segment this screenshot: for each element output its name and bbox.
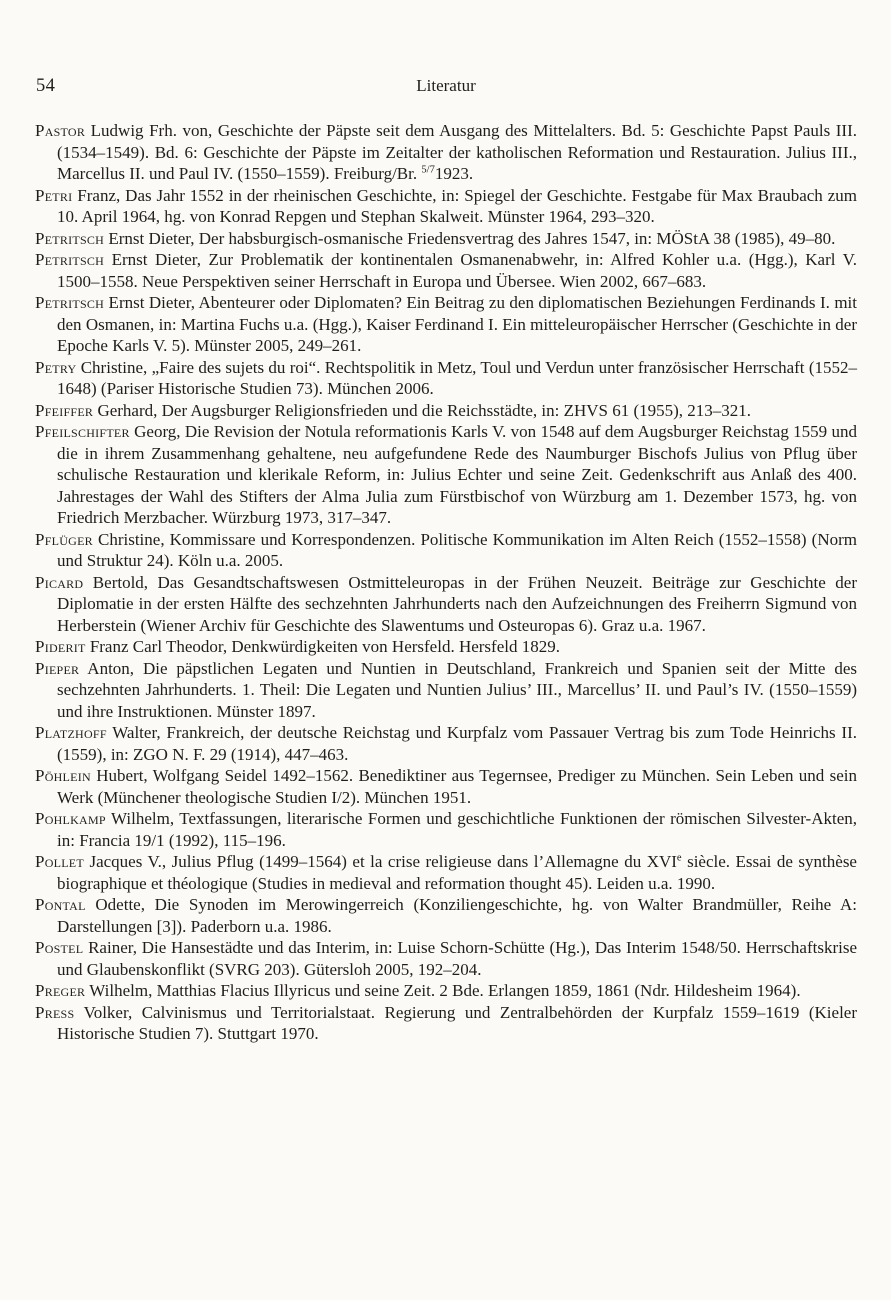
entry-text: Anton, Die päpstlichen Legaten und Nuntien in Deutschland, Frankreich und Spanien seit der Mitte des sechzehnten Jahrhunderts. 1. Theil: Die Legaten und Nuntien Julius’ III., Marcellus’ II. und Paul’s IV. (1550–1559) und ihre Instruktionen. Münster 1897. [57, 658, 857, 721]
running-header: Literatur [416, 76, 476, 95]
bibliography-entry [35, 765, 857, 808]
bibliography-entry [35, 636, 857, 658]
author-name: Petry [35, 357, 77, 377]
bibliography-entry [35, 1002, 857, 1045]
entry-text: Franz, Das Jahr 1552 in der rheinischen Geschichte, in: Spiegel der Geschichte. Festgabe für Max Braubach zum 10. April 1964, hg. von Konrad Repgen und Stephan Skalweit. Münster 1964, 293–320. [57, 185, 857, 226]
bibliography-entry [35, 894, 857, 937]
author-name: Petri [35, 185, 73, 205]
bibliography-list [35, 120, 857, 1045]
entry-text: Rainer, Die Hansestädte und das Interim, in: Luise Schorn-Schütte (Hg.), Das Interim 1548/50. Herrschaftskrise und Glaubenskonflikt (SVRG 203). Gütersloh 2005, 192–204. [57, 938, 857, 979]
bibliography-entry [35, 808, 857, 851]
entry-text: Georg, Die Revision der Notula reformationis Karls V. von 1548 auf dem Augsburger Reichstag 1559 und die in ihrem Zusammenhang gehaltene, neu aufgefundene Rede des Naumburger Bischofs Julius von Pflug über schulische Restauration und klerikale Reform, in: Julius Echter und seine Zeit. Gedenkschrift aus Anlaß des 400. Jahrestages der Wahl des Stifters der Alma Julia zum Fürstbischof von Würzburg am 1. Dezember 1573, hg. von Friedrich Merzbacher. Würzburg 1973, 317–347. [57, 422, 857, 527]
bibliography-entry [35, 357, 857, 400]
bibliography-entry [35, 249, 857, 292]
bibliography-entry [35, 120, 857, 185]
author-name: Pontal [35, 895, 86, 914]
bibliography-entry [35, 722, 857, 765]
entry-text: Wilhelm, Matthias Flacius Illyricus und seine Zeit. 2 Bde. Erlangen 1859, 1861 (Ndr. Hildesheim 1964). [85, 981, 801, 1000]
bibliography-entry [35, 228, 857, 250]
entry-text: Gerhard, Der Augsburger Religionsfrieden und die Reichsstädte, in: ZHVS 61 (1955), 213–321. [93, 400, 752, 420]
author-name: Preger [35, 981, 86, 1000]
entry-text: Franz Carl Theodor, Denkwürdigkeiten von Hersfeld. Hersfeld 1829. [85, 637, 560, 656]
superscript-text: 5/7 [421, 164, 435, 176]
page-number: 54 [36, 76, 56, 96]
author-name: Pollet [35, 852, 84, 871]
entry-text: Ludwig Frh. von, Geschichte der Päpste seit dem Ausgang des Mittelalters. Bd. 5: Geschichte Papst Pauls III. (1534–1549). Bd. 6: Geschichte der Päpste im Zeitalter der katholischen Reformation und Restauration. Julius III., Marcellus II. und Paul IV. (1550–1559). Freiburg/Br. [57, 121, 857, 183]
author-name: Press [35, 1002, 75, 1022]
author-name: Pohlkamp [35, 809, 106, 828]
bibliography-entry [35, 292, 857, 357]
entry-text: 1923. [434, 164, 474, 183]
entry-text: Christine, „Faire des sujets du roi“. Rechtspolitik in Metz, Toul und Verdun unter französischer Herrschaft (1552–1648) (Pariser Historische Studien 73). München 2006. [57, 357, 857, 398]
bibliography-entry [35, 937, 857, 980]
bibliography-entry [35, 421, 857, 529]
author-name: Postel [35, 938, 84, 957]
entry-text: Hubert, Wolfgang Seidel 1492–1562. Benediktiner aus Tegernsee, Prediger zu München. Sein Leben und sein Werk (Münchener theologische Studien I/2). München 1951. [57, 766, 857, 807]
entry-text: Bertold, Das Gesandtschaftswesen Ostmitteleuropas in der Frühen Neuzeit. Beiträge zur Geschichte der Diplomatie in der ersten Hälfte des sechzehnten Jahrhunderts nach den Aufzeichnungen des Freiherrn Sigmund von Herberstein (Wiener Archiv für Geschichte des Slawentums und Osteuropas 6). Graz u.a. 1967. [57, 572, 857, 635]
author-name: Petritsch [35, 293, 105, 312]
entry-text: siècle. Essai de synthèse biographique et théologique (Studies in medieval and reformation thought 45). Leiden u.a. 1990. [57, 852, 857, 893]
entry-text: Wilhelm, Textfassungen, literarische Formen und geschichtliche Funktionen der römischen Silvester-Akten, in: Francia 19/1 (1992), 115–196. [57, 809, 857, 850]
author-name: Petritsch [35, 250, 105, 269]
entry-text: Christine, Kommissare und Korrespondenzen. Politische Kommunikation im Alten Reich (1552–1558) (Norm und Struktur 24). Köln u.a. 2005. [57, 529, 857, 570]
author-name: Pöhlein [35, 766, 91, 785]
bibliography-entry [35, 980, 857, 1002]
author-name: Piderit [35, 637, 86, 656]
entry-text: Ernst Dieter, Der habsburgisch-osmanische Friedensvertrag des Jahres 1547, in: MÖStA 38 (1985), 49–80. [104, 228, 836, 248]
entry-text: Ernst Dieter, Abenteurer oder Diplomaten? Ein Beitrag zu den diplomatischen Beziehungen Ferdinands I. mit den Osmanen, in: Martina Fuchs u.a. (Hgg.), Kaiser Ferdinand I. Ein mitteleuropäischer Herrscher (Geschichte in der Epoche Karls V. 5). Münster 2005, 249–261. [57, 293, 857, 355]
author-name: Pflüger [35, 529, 93, 549]
entry-text: Ernst Dieter, Zur Problematik der kontinentalen Osmanenabwehr, in: Alfred Kohler u.a. (Hgg.), Karl V. 1500–1558. Neue Perspektiven seiner Herrschaft in Europa und Übersee. Wien 2002, 667–683. [57, 250, 857, 291]
bibliography-entry [35, 400, 857, 422]
entry-text: Jacques V., Julius Pflug (1499–1564) et la crise religieuse dans l’Allemagne du XVI [83, 852, 677, 871]
bibliography-entry [35, 529, 857, 572]
entry-text: Walter, Frankreich, der deutsche Reichstag und Kurpfalz vom Passauer Vertrag bis zum Tode Heinrichs II. (1559), in: ZGO N. F. 29 (1914), 447–463. [57, 723, 857, 764]
page-header [35, 76, 857, 98]
superscript-text: e [676, 852, 682, 864]
author-name: Pfeilschifter [35, 422, 130, 441]
author-name: Picard [35, 572, 84, 592]
entry-text: Odette, Die Synoden im Merowingerreich (Konziliengeschichte, hg. von Walter Brandmüller, Reihe A: Darstellungen [3]). Paderborn u.a. 1986. [57, 895, 857, 936]
bibliography-entry [35, 658, 857, 723]
author-name: Petritsch [35, 228, 105, 248]
author-name: Platzhoff [35, 723, 107, 742]
author-name: Pastor [35, 121, 86, 140]
bibliography-entry [35, 851, 857, 894]
author-name: Pieper [35, 658, 80, 678]
author-name: Pfeiffer [35, 400, 94, 420]
bibliography-entry [35, 572, 857, 637]
entry-text: Volker, Calvinismus und Territorialstaat. Regierung und Zentralbehörden der Kurpfalz 1559–1619 (Kieler Historische Studien 7). Stuttgart 1970. [57, 1002, 857, 1043]
bibliography-entry [35, 185, 857, 228]
